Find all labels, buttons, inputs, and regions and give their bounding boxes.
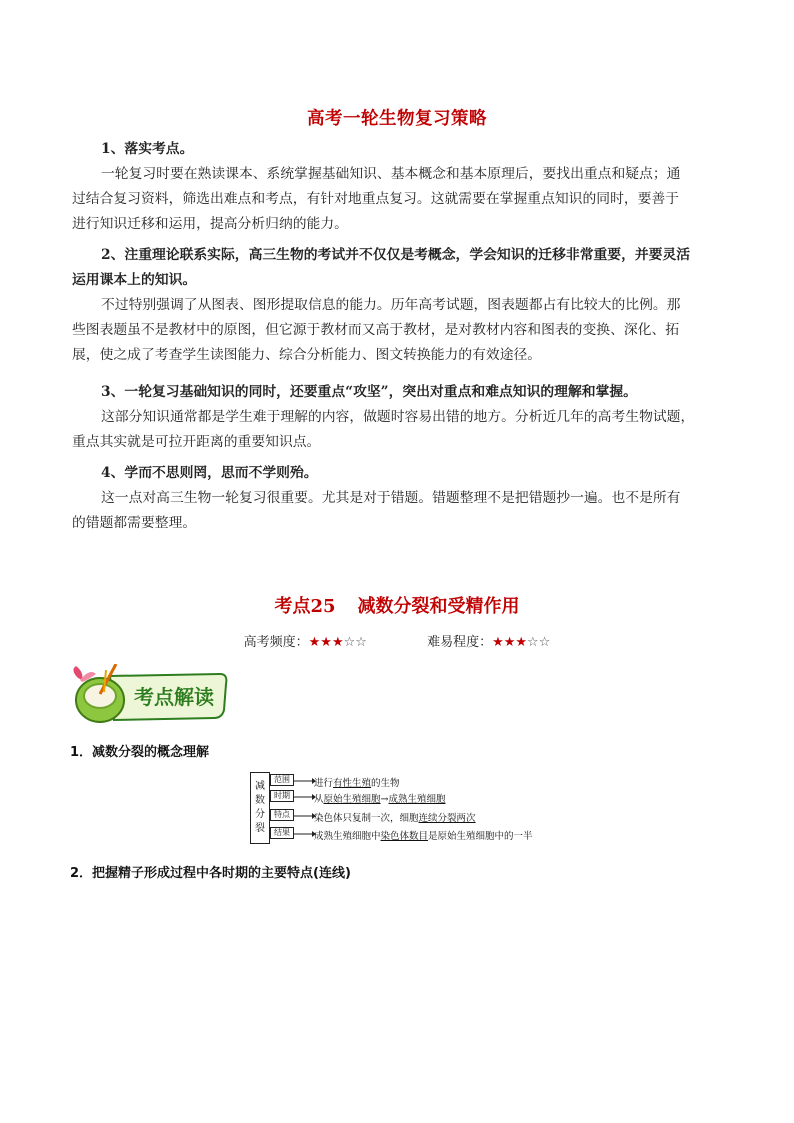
item-2-line-3: 展，使之成了考查学生读图能力、综合分析能力、图文转换能力的有效途径。 [72, 347, 542, 363]
star-filled-icon: ★ [503, 635, 516, 650]
item-4-line-2: 的错题都需要整理。 [72, 515, 197, 531]
strategy-item-4 [72, 461, 722, 536]
item-2-line-2: 些图表题虽不是教材中的原图，但它源于教材而又高于教材，是对教材内容和图表的变换、深化、拓 [72, 322, 680, 338]
frequency-stars [309, 635, 367, 650]
item-1-line-1: 一轮复习时要在熟读课本、系统掌握基础知识、基本概念和基本原理后，要找出重点和疑点；通 [101, 166, 681, 182]
star-empty-icon: ☆ [355, 635, 367, 650]
item-2-line-1: 不过特别强调了从图表、图形提取信息的能力。历年高考试题，图表题都占有比较大的比例。那 [101, 297, 681, 313]
feature-text-1: 染色体只复制一次，细胞 [314, 813, 419, 824]
frequency-label: 高考频度： [243, 635, 309, 650]
period-text-1: 从 [314, 794, 324, 805]
difficulty-rating [427, 631, 550, 650]
star-filled-icon: ★ [492, 635, 504, 650]
item-3-line-1: 这部分知识通常都是学生难于理解的内容，做题时容易出错的地方。分析近几年的高考生物试题， [101, 409, 695, 425]
item-2-heading-line-2: 运用课本上的知识。 [72, 272, 197, 288]
star-empty-icon: ☆ [527, 635, 539, 650]
star-filled-icon: ★ [515, 635, 528, 650]
diagram-root-char-4: 裂 [255, 823, 265, 834]
heading-2: 2．把握精子形成过程中各时期的主要特点(连线) [70, 866, 351, 881]
difficulty-label: 难易程度： [427, 635, 493, 650]
item-1-heading: 1、落实考点。 [101, 141, 194, 157]
strategy-item-1 [72, 137, 722, 237]
coconut-icon [73, 664, 124, 722]
diagram-root-char-2: 数 [255, 795, 265, 806]
star-empty-icon: ☆ [343, 635, 356, 650]
item-1-line-3: 进行知识迁移和运用，提高分析归纳的能力。 [72, 216, 348, 232]
section-name: 减数分裂和受精作用 [357, 596, 520, 617]
diagram-label-result: 结果 [270, 827, 294, 839]
item-2-heading-line-1: 2、注重理论联系实际，高三生物的考试并不仅仅是考概念，学会知识的迁移非常重要，并要灵活 [101, 247, 691, 263]
diagram-row-scope [314, 775, 400, 789]
result-text-3: 是原始生殖细胞中的一半 [428, 831, 533, 842]
item-1-line-2: 过结合复习资料，筛选出难点和考点，有针对地重点复习。这就需要在掌握重点知识的同时，要善于 [72, 191, 680, 207]
period-arrow: → [380, 794, 389, 805]
meiosis-concept-diagram [246, 770, 556, 848]
diagram-row-period [314, 791, 446, 805]
rating-row [0, 631, 794, 650]
star-filled-icon: ★ [308, 635, 321, 650]
scope-text-1: 进行 [314, 778, 334, 789]
item-3-line-2: 重点其实就是可拉开距离的重要知识点。 [72, 434, 321, 450]
item-3-heading: 3、一轮复习基础知识的同时，还要重点“攻坚”，突出对重点和难点知识的理解和掌握。 [101, 384, 637, 400]
strategy-item-3 [72, 380, 722, 455]
diagram-label-scope: 范围 [270, 774, 294, 786]
star-empty-icon: ☆ [538, 635, 551, 650]
star-filled-icon: ★ [331, 635, 344, 650]
item-4-heading: 4、学而不思则罔，思而不学则殆。 [101, 465, 318, 481]
strategy-item-2 [72, 243, 722, 368]
section-number: 考点25 [274, 596, 336, 617]
period-text-3: 成熟生殖细胞 [388, 794, 446, 805]
difficulty-stars [492, 635, 550, 650]
diagram-label-feature: 特点 [270, 809, 294, 821]
diagram-row-feature [314, 810, 476, 824]
diagram-root-char-3: 分 [255, 809, 265, 820]
frequency-rating [244, 631, 367, 650]
badge-text: 考点解读 [134, 685, 214, 709]
result-text-1: 成熟生殖细胞中 [314, 831, 381, 842]
strategy-title: 高考一轮生物复习策略 [307, 109, 487, 129]
scope-text-3: 的生物 [371, 778, 400, 789]
diagram-row-result [314, 828, 533, 842]
section-title [0, 592, 794, 618]
heading-1: 1．减数分裂的概念理解 [70, 745, 210, 760]
scope-text-2: 有性生殖 [333, 778, 372, 789]
feature-text-2: 连续分裂两次 [418, 813, 476, 824]
kaodian-jiedu-badge [70, 664, 230, 726]
diagram-label-period: 时期 [270, 790, 294, 802]
result-text-2: 染色体数目 [380, 831, 429, 842]
diagram-root-char-1: 减 [255, 781, 265, 792]
period-text-2: 原始生殖细胞 [323, 794, 381, 805]
star-filled-icon: ★ [320, 635, 332, 650]
item-4-line-1: 这一点对高三生物一轮复习很重要。尤其是对于错题。错题整理不是把错题抄一遍。也不是所有 [101, 490, 681, 506]
